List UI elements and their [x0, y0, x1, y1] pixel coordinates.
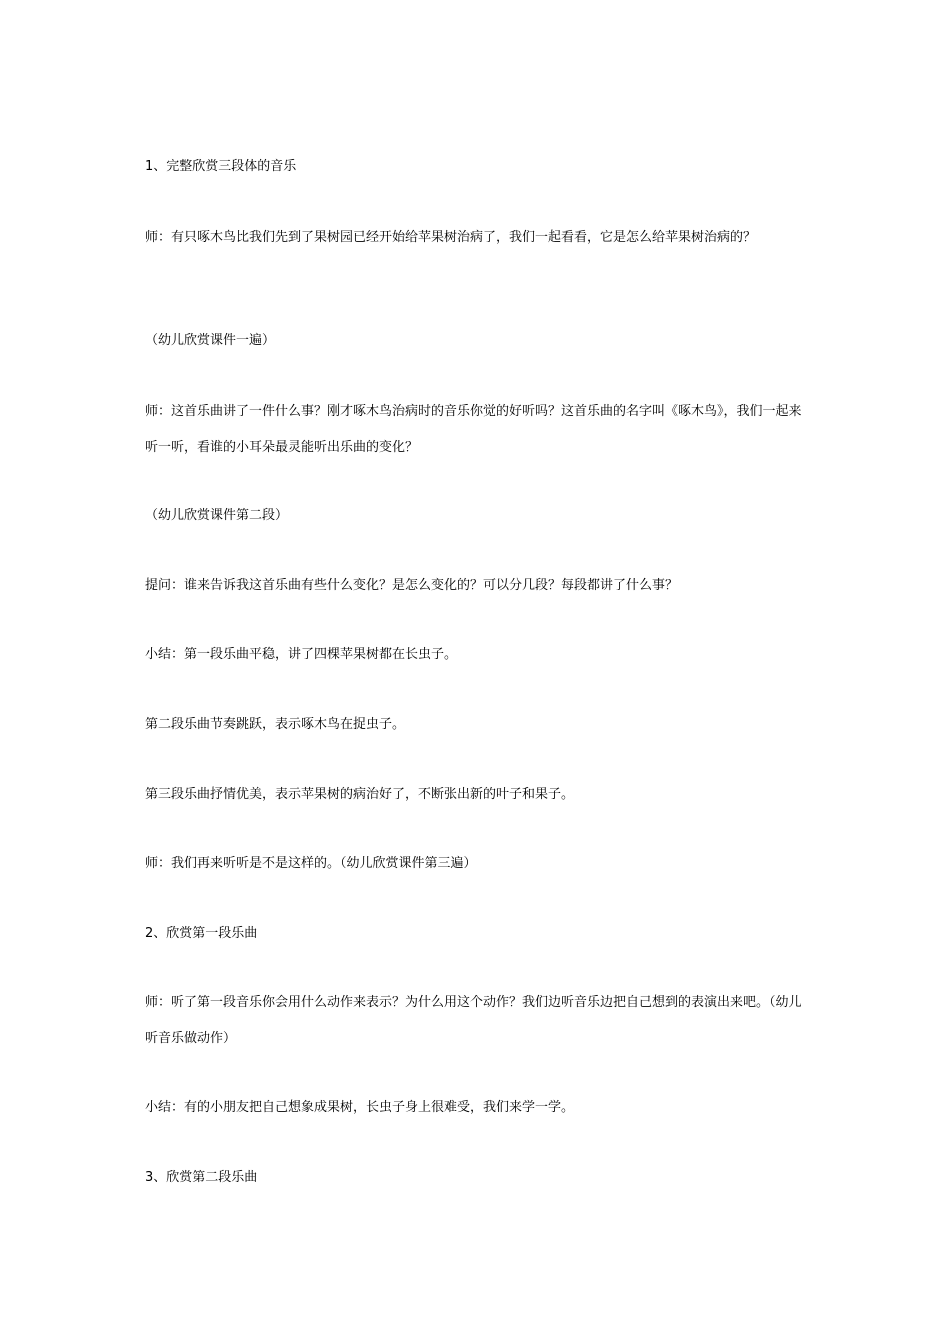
paragraph-summary-1: 小结：第一段乐曲平稳，讲了四棵苹果树都在长虫子。 — [145, 647, 458, 662]
section-heading-3: 3、欣赏第二段乐曲 — [145, 1170, 258, 1185]
paragraph-teacher-intro: 师：有只啄木鸟比我们先到了果树园已经开始给苹果树治病了，我们一起看看，它是怎么给苹果树治病的？ — [145, 230, 757, 245]
paragraph-summary-2: 小结：有的小朋友把自己想象成果树，长虫子身上很难受，我们来学一学。 — [145, 1100, 575, 1115]
paragraph-activity-note-2: （幼儿欣赏课件第二段） — [145, 508, 289, 523]
paragraph-teacher-relisten: 师：我们再来听听是不是这样的。（幼儿欣赏课件第三遍） — [145, 856, 477, 871]
paragraph-question: 提问：谁来告诉我这首乐曲有些什么变化？是怎么变化的？可以分几段？每段都讲了什么事？ — [145, 578, 679, 593]
paragraph-teacher-movement: 师：听了第一段音乐你会用什么动作来表示？为什么用这个动作？我们边听音乐边把自己想到的表演出来吧。（幼儿听音乐做动作） — [145, 995, 802, 1046]
paragraph-section-three: 第三段乐曲抒情优美，表示苹果树的病治好了，不断张出新的叶子和果子。 — [145, 787, 575, 802]
paragraph-teacher-question: 师：这首乐曲讲了一件什么事？刚才啄木鸟治病时的音乐你觉的好听吗？这首乐曲的名字叫《啄木鸟》，我们一起来听一听，看谁的小耳朵最灵能听出乐曲的变化？ — [145, 404, 802, 455]
section-heading-2: 2、欣赏第一段乐曲 — [145, 926, 258, 941]
paragraph-section-two: 第二段乐曲节奏跳跃，表示啄木鸟在捉虫子。 — [145, 717, 406, 732]
section-heading-1: 1、完整欣赏三段体的音乐 — [145, 159, 297, 174]
paragraph-activity-note-1: （幼儿欣赏课件一遍） — [145, 333, 276, 348]
